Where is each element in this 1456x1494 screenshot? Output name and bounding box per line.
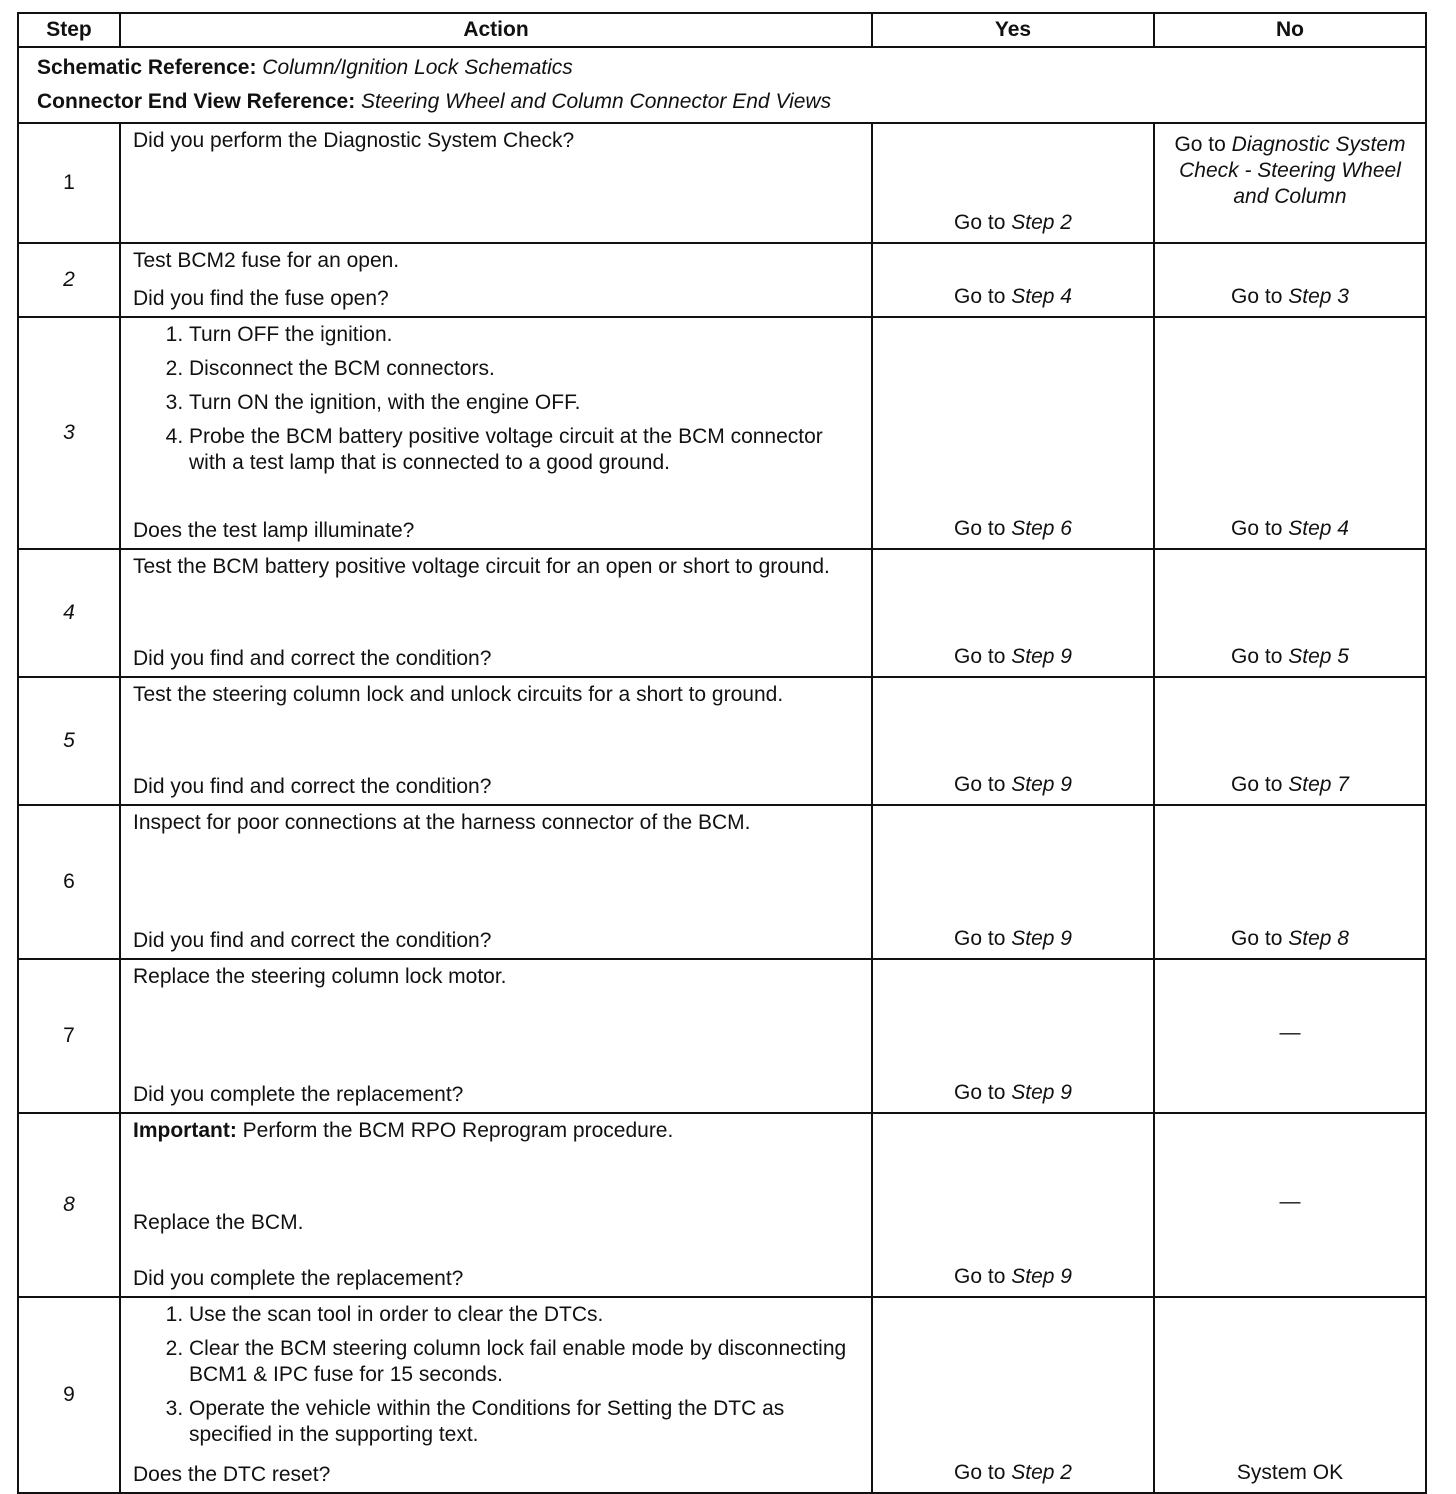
list-item: 3. Operate the vehicle within the Conditions for Setting the DTC as specified in the supporting text. [189, 1396, 861, 1448]
action-cell [120, 1297, 872, 1493]
question-text: Does the DTC reset? [133, 1463, 331, 1486]
no-cell [1154, 1113, 1426, 1297]
question-text: Did you find and correct the condition? [133, 647, 492, 670]
yes-cell [872, 959, 1154, 1113]
action-cell [120, 1113, 872, 1297]
go-to-label: Go to [954, 1461, 1006, 1484]
go-to-label: Go to [1231, 927, 1283, 950]
diagnostic-table [17, 12, 1427, 1494]
action-cell [120, 549, 872, 677]
important-label: Important: [133, 1119, 237, 1142]
table-row [18, 549, 1426, 677]
yes-link[interactable]: Step 6 [1011, 517, 1072, 540]
action-cell [120, 123, 872, 243]
header-row [18, 13, 1426, 47]
connector-reference-label: Connector End View Reference: [37, 90, 356, 113]
no-result-dash: — [1279, 1190, 1301, 1213]
table-row [18, 123, 1426, 243]
step-number: 7 [18, 959, 120, 1113]
system-ok-text: System OK [1236, 1461, 1344, 1484]
table-row [18, 1297, 1426, 1493]
schematic-reference-link[interactable]: Column/Ignition Lock Schematics [262, 56, 573, 79]
yes-cell [872, 1297, 1154, 1493]
yes-link[interactable]: Step 9 [1011, 1081, 1072, 1104]
list-item: 2. Disconnect the BCM connectors. [189, 356, 861, 382]
yes-cell [872, 243, 1154, 317]
header-step: Step [18, 13, 120, 47]
procedure-list [133, 322, 861, 484]
schematic-reference [37, 51, 1425, 85]
header-yes: Yes [872, 13, 1154, 47]
header-action: Action [120, 13, 872, 47]
procedure-list [133, 1302, 861, 1456]
go-to-label: Go to [954, 211, 1006, 234]
no-cell [1154, 123, 1426, 243]
no-link[interactable]: Step 5 [1288, 645, 1349, 668]
schematic-reference-label: Schematic Reference: [37, 56, 257, 79]
list-item: 2. Clear the BCM steering column lock fail enable mode by disconnecting BCM1 & IPC fuse for 15 seconds. [189, 1336, 861, 1388]
step-number: 6 [18, 805, 120, 959]
reference-cell [18, 47, 1426, 123]
table-row [18, 959, 1426, 1113]
no-link[interactable]: Step 8 [1288, 927, 1349, 950]
connector-reference-link[interactable]: Steering Wheel and Column Connector End Views [361, 90, 832, 113]
question-text: Does the test lamp illuminate? [133, 519, 415, 542]
yes-link[interactable]: Step 2 [1011, 1461, 1072, 1484]
step-number: 5 [18, 677, 120, 805]
go-to-label: Go to [954, 285, 1006, 308]
no-cell [1154, 805, 1426, 959]
question-text: Did you find and correct the condition? [133, 775, 492, 798]
step-number: 8 [18, 1113, 120, 1297]
header-no: No [1154, 13, 1426, 47]
question-text: Did you perform the Diagnostic System Check? [133, 129, 575, 152]
table-row [18, 243, 1426, 317]
go-to-label: Go to [1231, 773, 1283, 796]
go-to-label: Go to [1174, 133, 1226, 156]
no-link[interactable]: Step 7 [1288, 773, 1349, 796]
list-item: 4. Probe the BCM battery positive voltage circuit at the BCM connector with a test lamp that is connected to a good ground. [189, 424, 861, 476]
yes-link[interactable]: Step 9 [1011, 927, 1072, 950]
instruction-text: Test the steering column lock and unlock circuits for a short to ground. [133, 683, 784, 706]
go-to-label: Go to [954, 773, 1006, 796]
yes-cell [872, 549, 1154, 677]
yes-cell [872, 317, 1154, 549]
go-to-label: Go to [1231, 645, 1283, 668]
action-cell [120, 677, 872, 805]
list-item: 1. Turn OFF the ignition. [189, 322, 861, 348]
go-to-label: Go to [954, 927, 1006, 950]
step-number: 4 [18, 549, 120, 677]
connector-reference [37, 85, 1425, 119]
instruction-text: Inspect for poor connections at the harness connector of the BCM. [133, 811, 751, 834]
no-cell [1154, 243, 1426, 317]
no-cell [1154, 959, 1426, 1113]
list-item: 1. Use the scan tool in order to clear the DTCs. [189, 1302, 861, 1328]
table-row [18, 317, 1426, 549]
important-note [133, 1118, 861, 1144]
instruction-text: Test the BCM battery positive voltage circuit for an open or short to ground. [133, 555, 830, 578]
step-number: 3 [18, 317, 120, 549]
no-cell [1154, 1297, 1426, 1493]
go-to-label: Go to [954, 645, 1006, 668]
action-cell [120, 959, 872, 1113]
important-text: Perform the BCM RPO Reprogram procedure. [242, 1119, 674, 1142]
yes-link[interactable]: Step 9 [1011, 773, 1072, 796]
instruction-text: Replace the steering column lock motor. [133, 965, 507, 988]
go-to-label: Go to [1231, 285, 1283, 308]
action-cell [120, 243, 872, 317]
step-number: 2 [18, 243, 120, 317]
no-link[interactable]: Diagnostic System Check - Steering Wheel and Column [1179, 133, 1406, 208]
list-item: 3. Turn ON the ignition, with the engine OFF. [189, 390, 861, 416]
no-cell [1154, 317, 1426, 549]
yes-cell [872, 1113, 1154, 1297]
question-text: Did you find the fuse open? [133, 287, 389, 310]
no-result-dash: — [1279, 1021, 1301, 1044]
instruction-text: Replace the BCM. [133, 1211, 304, 1234]
action-cell [120, 805, 872, 959]
no-cell [1154, 677, 1426, 805]
go-to-label: Go to [954, 1081, 1006, 1104]
question-text: Did you complete the replacement? [133, 1267, 464, 1290]
action-cell [120, 317, 872, 549]
yes-link[interactable]: Step 9 [1011, 645, 1072, 668]
table-row [18, 1113, 1426, 1297]
reference-row [18, 47, 1426, 123]
go-to-label: Go to [954, 517, 1006, 540]
yes-cell [872, 805, 1154, 959]
instruction-text: Test BCM2 fuse for an open. [133, 249, 400, 272]
go-to-label: Go to [1231, 517, 1283, 540]
no-link[interactable]: Step 4 [1288, 517, 1349, 540]
yes-cell [872, 123, 1154, 243]
no-link[interactable]: Step 3 [1288, 285, 1349, 308]
yes-link[interactable]: Step 4 [1011, 285, 1072, 308]
no-cell [1154, 549, 1426, 677]
step-number: 9 [18, 1297, 120, 1493]
yes-link[interactable]: Step 9 [1011, 1265, 1072, 1288]
yes-cell [872, 677, 1154, 805]
diagnostic-table-container [17, 12, 1427, 1494]
table-row [18, 805, 1426, 959]
step-number: 1 [18, 123, 120, 243]
table-row [18, 677, 1426, 805]
question-text: Did you find and correct the condition? [133, 929, 492, 952]
yes-link[interactable]: Step 2 [1011, 211, 1072, 234]
question-text: Did you complete the replacement? [133, 1083, 464, 1106]
go-to-label: Go to [954, 1265, 1006, 1288]
